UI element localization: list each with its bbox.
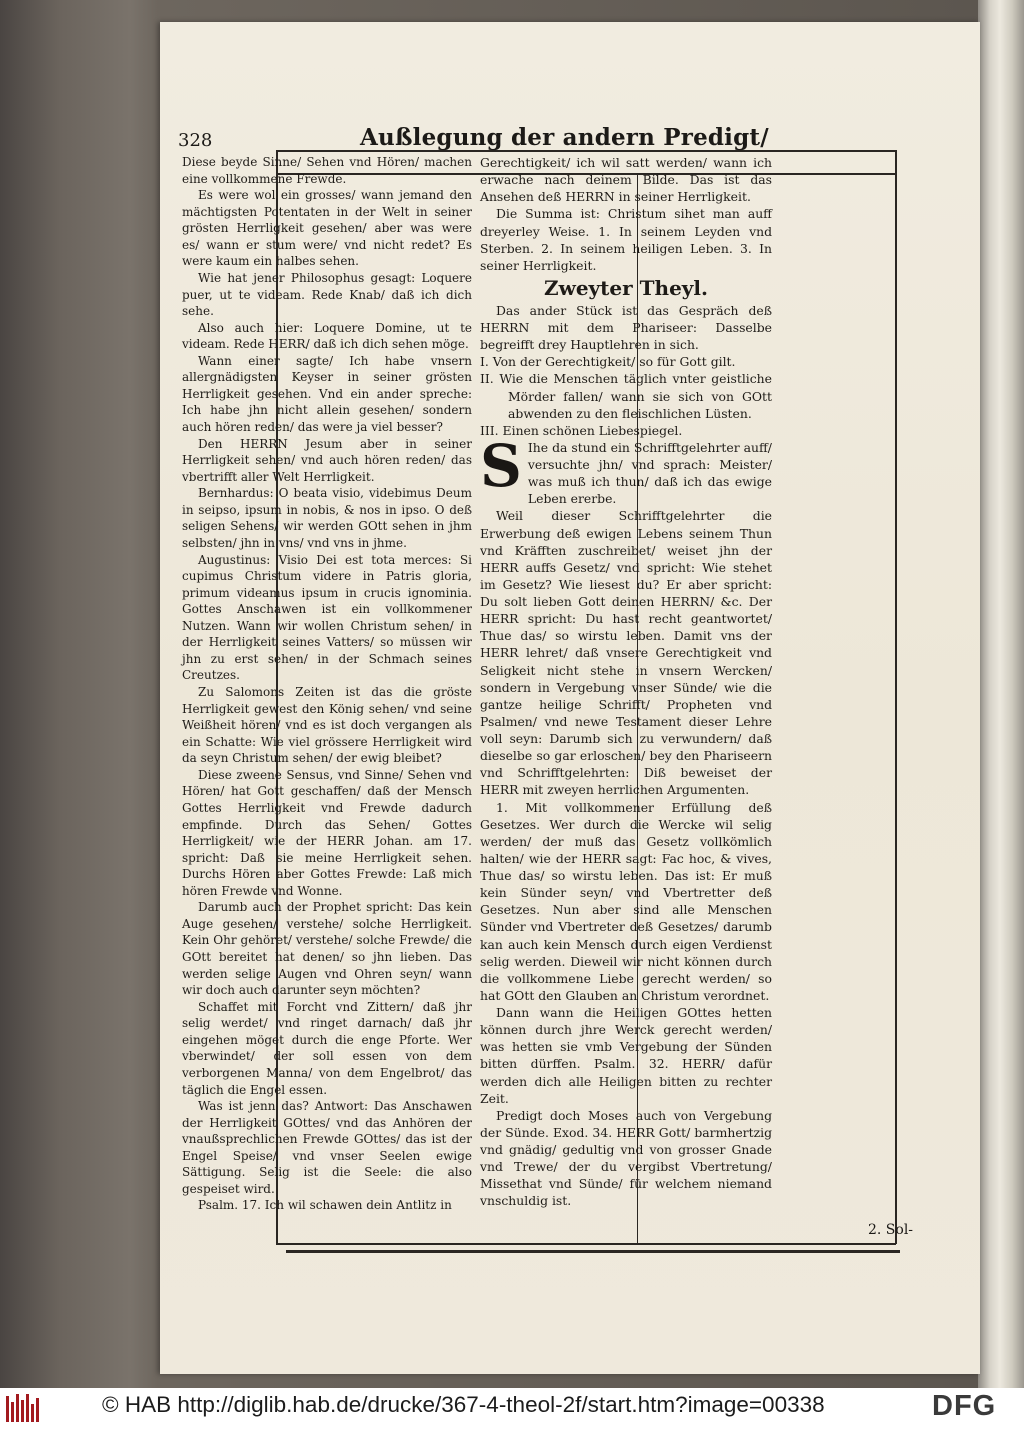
left-column-paragraph: Diese beyde Sinne/ Sehen vnd Hören/ machen eine vollkommene Frewde. <box>182 155 472 186</box>
left-column-paragraph: Bernhardus: O beata visio, videbimus Deum in seipso, ipsum in nobis, & nos in ipso. O deß seligen Sehens/ wir werden GOtt sehen in jhm selbsten/ jhn in vns/ vnd vns in jhme. <box>182 486 472 550</box>
frame-right-rule <box>895 150 897 1244</box>
left-column <box>182 154 472 1214</box>
source-url-text[interactable]: © HAB http://diglib.hab.de/drucke/367-4-theol-2f/start.htm?image=00338 <box>102 1392 825 1417</box>
left-column-paragraph: Also auch hier: Loquere Domine, ut te videam. Rede HERR/ daß ich dich sehen möge. <box>182 320 472 352</box>
left-column-paragraph: Wie hat jener Philosophus gesagt: Loquere puer, ut te videam. Rede Knab/ daß ich dich sehe. <box>182 270 472 319</box>
right-column-paragraph: Dann wann die Heiligen GOttes hetten können durch jhre Werck gerecht werden/ was hetten sie vmb Vergebung der Sünden bitten dürffen. Psalm. 32. HERR/ dafür werden dich alle Heiligen bitten zu rechter Zeit. <box>480 1005 772 1106</box>
section-intro: Das ander Stück ist das Gespräch deß HERRN mit dem Phariseer: Dasselbe begreifft drey Hauptlehren in sich. <box>480 302 772 353</box>
body-opening <box>480 431 772 508</box>
teachings-list <box>480 353 772 439</box>
dfg-logo: DFG <box>932 1390 997 1422</box>
teaching-item: III. Einen schönen Liebespiegel. <box>480 422 683 438</box>
right-column-paragraphs <box>480 507 772 1209</box>
logo-bar <box>26 1394 29 1422</box>
frame-bottom-double-rule <box>286 1250 900 1253</box>
section-heading: Zweyter Theyl. <box>544 275 708 300</box>
hab-barcode-logo <box>6 1394 42 1422</box>
page-number: 328 <box>178 130 213 151</box>
left-column-paragraph: Augustinus: Visio Dei est tota merces: Si cupimus Christum videre in Patris gloria, primum videamus ipsum in crucis ignominia. Gottes Anschawen ist ein vollkommener Nutzen. Wann wir wollen Christum sehen/ in der Herrligkeit seines Vatters/ so müssen wir jhn zu erst sehen/ in der Schmach seines Creutzes. <box>182 552 472 683</box>
logo-bar <box>31 1404 34 1422</box>
logo-bar <box>16 1394 19 1422</box>
logo-bar <box>11 1402 14 1422</box>
logo-bar <box>6 1396 9 1422</box>
left-column-paragraph: Psalm. 17. Ich wil schawen dein Antlitz in <box>198 1198 452 1213</box>
logo-bar <box>21 1400 24 1422</box>
right-column-paragraph: Weil dieser Schrifftgelehrter die Erwerbung deß ewigen Lebens seinem Thun vnd Kräfften zuschreibet/ weiset jhn der HERR auffs Gesetz/ vnd spricht: Wie stehet im Gesetz? Wie liesest du? Er aber spricht: Du solt lieben Gott deinen HERRN/ &c. Der HERR spricht: Du hast recht geantwortet/ Thue das/ so wirstu leben. Damit vns der HERR lehret/ daß vnsere Gerechtigkeit vnd Seligkeit nicht stehe in vnsern Wercken/ sondern in Vergebung vnser Sünde/ wie die gantze heilige Schrifft/ Propheten vnd Psalmen/ vnd newe Testament dieser Lehre voll seyn: Darumb sich zu verwundern/ daß dieselbe so gar erloschen/ bey den Phariseern vnd Schrifftgelehrten: Diß beweiset der HERR mit zweyen herrlichen Argumenten. <box>480 508 772 798</box>
facing-page-edge <box>978 0 1024 1388</box>
right-intro-paragraph: Gerechtigkeit/ ich wil satt werden/ wann ich erwache nach deinem Bilde. Das ist das Ansehen deß HERRN in seiner Herrligkeit. <box>480 155 772 205</box>
left-column-paragraph: Darumb auch der Prophet spricht: Das kein Auge gesehen/ verstehe/ solche Herrligkeit. Kein Ohr gehöret/ verstehe/ solche Frewde/ die GOtt bereitet hat denen/ so jhn lieben. Das werden selige Augen vnd Ohren seyn/ wann wir doch auch darunter seyn möchten? <box>182 900 472 998</box>
right-column-paragraph: 1. Mit vollkommener Erfüllung deß Gesetzes. Wer durch die Wercke wil selig werden/ der muß das Gesetz vollkömlich halten/ wie der HERR sagt: Fac hoc, & vives, Thue das/ so wirstu leben. Das ist: Er muß kein Sünder seyn/ vnd Vbertretter deß Gesetzes. Nun aber sind alle Menschen Sünder vnd Vbertreter deß Gesetzes/ darumb kan auch kein Mensch durch eigen Verdienst selig werden. Dieweil wir nicht können durch die vollkommene Liebe gerecht werden/ so hat GOtt den Glauben an Christum verordnet. <box>480 799 772 1003</box>
left-column-paragraph: Zu Salomons Zeiten ist das die gröste Herrligkeit gewest den König sehen/ vnd seine Weißheit hören/ vnd es ist doch vergangen als ein Schatte: Wie viel grössere Herrligkeit wird da seyn Christum sehen/ der ewig bleibet? <box>182 685 472 766</box>
right-column <box>480 154 772 1210</box>
left-column-paragraph: Schaffet mit Forcht vnd Zittern/ daß jhr selig werdet/ vnd ringet darnach/ daß jhr eingehen möget durch die enge Pforte. Wer vberwindet/ der soll essen von dem verborgenen Manna/ von dem Engelbrot/ das täglich die Engel essen. <box>182 999 472 1097</box>
viewer-footer <box>0 1388 1024 1429</box>
right-column-intro <box>480 154 772 274</box>
running-head: Außlegung der andern Predigt/ <box>360 124 769 151</box>
right-intro-paragraph: Die Summa ist: Christum sihet man auff dreyerley Weise. 1. In seinem Leyden vnd Sterben. 2. In seinem heiligen Leben. 3. In seiner Herrligkeit. <box>480 206 772 273</box>
frame-bottom-rule <box>276 1243 896 1245</box>
left-column-paragraph: Wann einer sagte/ Ich habe vnsern allergnädigsten Keyser in seiner grösten Herrligkeit gesehen. Vnd ein ander spreche: Ich habe jhn nicht allein gesehen/ sondern auch hören reden/ das were ja viel besser? <box>182 353 472 434</box>
left-column-paragraph: Den HERRN Jesum aber in seiner Herrligkeit sehen/ vnd auch hören reden/ das vbertrifft aller Welt Herrligkeit. <box>182 436 472 484</box>
dropcap-letter: S <box>480 431 522 500</box>
teaching-item: I. Von der Gerechtigkeit/ so für Gott gilt. <box>480 354 736 370</box>
left-column-paragraph: Es were wol ein grosses/ wann jemand den mächtigsten Potentaten in der Welt in seiner grösten Herrligkeit gesehen/ aber was were es/ wann er stum were/ vnd nicht redet? Es were kaum ein halbes sehen. <box>182 188 472 269</box>
body-opening-text: Ihe da stund ein Schrifftgelehrter auff/ versuchte jhn/ vnd sprach: Meister/ was muß ich thun/ daß ich das ewige Leben ererbe. <box>527 439 772 507</box>
left-column-paragraph: Was ist jenn das? Antwort: Das Anschawen der Herrligkeit GOttes/ vnd das Anhören der vnaußsprechlichen Frewde GOttes/ das ist der Engel Speise/ vnd vnser Seelen ewige Sättigung. Selig ist die Seele: die also gespeiset wird. <box>182 1099 472 1196</box>
left-column-paragraph: Diese zweene Sensus, vnd Sinne/ Sehen vnd Hören/ hat Gott geschaffen/ daß der Mensch Gottes Herrligkeit vnd Frewde dadurch empfinde. Durch das Sehen/ Gottes Herrligkeit/ wie der HERR Johan. am 17. spricht: Daß sie meine Herrligkeit sehen. Durchs Hören aber Gottes Frewde: Laß mich hören Frewde vnd Wonne. <box>182 767 472 898</box>
logo-bar <box>36 1398 39 1422</box>
catchword: 2. Sol- <box>868 1222 914 1238</box>
teaching-item: II. Wie die Menschen täglich vnter geistliche Mörder fallen/ wann sie sich von GOtt abwenden zu den fleischlichen Lüsten. <box>480 371 772 421</box>
right-column-paragraph: Predigt doch Moses auch von Vergebung der Sünde. Exod. 34. HERR Gott/ barmhertzig vnd gnädig/ gedultig vnd von grosser Gnade vnd Trewe/ der du vergibst Vbertretung/ Missethat vnd Sünde/ für welchem niemand vnschuldig ist. <box>480 1107 772 1209</box>
